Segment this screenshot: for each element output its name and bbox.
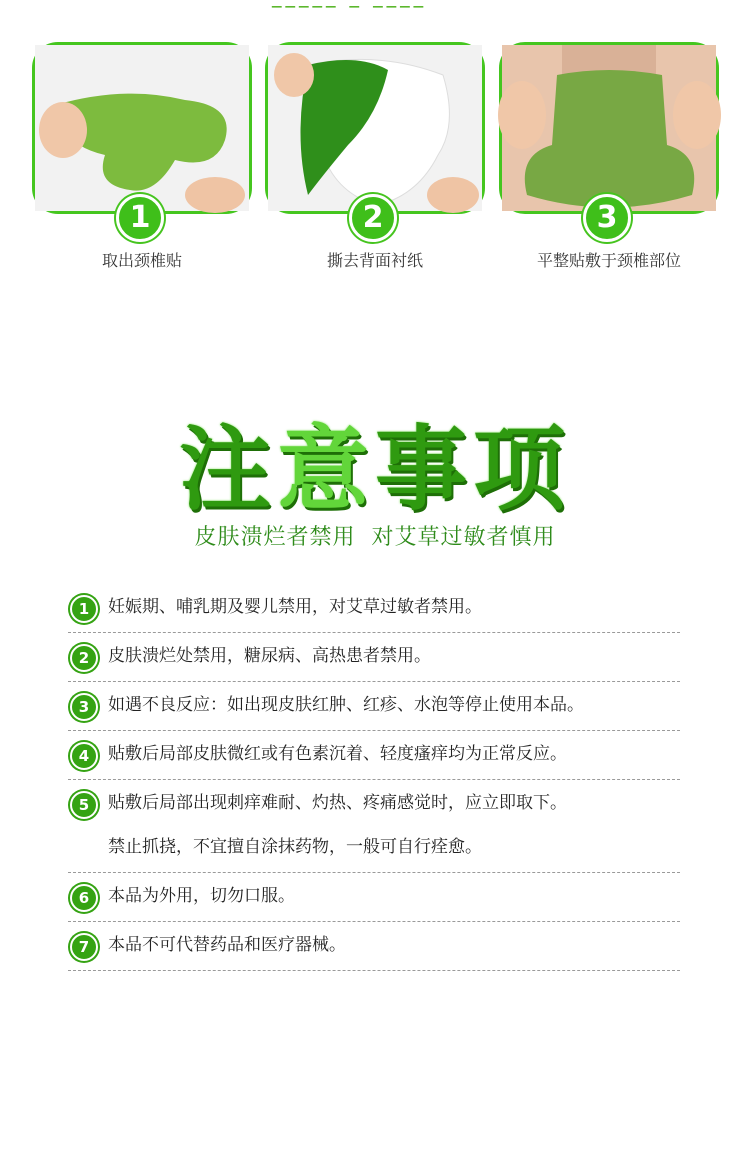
notice-item-text: 贴敷后局部皮肤微红或有色素沉着、轻度瘙痒均为正常反应。 — [108, 744, 567, 764]
notice-title-char-4: 项 — [473, 416, 572, 523]
step-1-photo — [32, 42, 252, 214]
notice-item-number: 7 — [70, 933, 98, 961]
step-3-number: 3 — [583, 194, 631, 242]
notice-item-number: 6 — [70, 884, 98, 912]
notice-item-text: 妊娠期、哺乳期及婴儿禁用，对艾草过敏者禁用。 — [108, 597, 482, 617]
step-1-label: 取出颈椎贴 — [101, 251, 182, 270]
notice-item-text: 贴敷后局部出现刺痒难耐、灼热、疼痛感觉时，应立即取下。 — [108, 793, 567, 813]
notice-item-text-line2: 禁止抓挠，不宜擅自涂抹药物，一般可自行痊愈。 — [108, 837, 482, 857]
notice-item-number: 1 — [70, 595, 98, 623]
step-2 — [265, 42, 485, 282]
notice-item — [68, 584, 680, 633]
step-2-label: 撕去背面衬纸 — [326, 251, 423, 270]
notice-item — [68, 731, 680, 780]
step-2-photo — [265, 42, 485, 214]
notice-item — [68, 873, 680, 922]
notice-subtitle: 皮肤溃烂者禁用 对艾草过敏者慎用 — [194, 525, 556, 550]
usage-steps — [0, 42, 750, 282]
notice-item-text: 皮肤溃烂处禁用，糖尿病、高热患者禁用。 — [108, 646, 431, 666]
notice-title — [0, 396, 750, 528]
notice-list — [68, 584, 680, 971]
notice-item-number: 4 — [70, 742, 98, 770]
step-1 — [32, 42, 252, 282]
notice-title-char-1: 注 — [178, 416, 277, 523]
notice-item-text: 本品不可代替药品和医疗器械。 — [108, 935, 346, 955]
notice-item — [68, 780, 680, 873]
notice-item — [68, 922, 680, 971]
step-3-label: 平整贴敷于颈椎部位 — [536, 251, 681, 270]
step-3 — [499, 42, 719, 282]
notice-title-char-2: 意 — [276, 416, 375, 523]
top-cut-heading — [0, 0, 750, 8]
notice-title-char-3: 事 — [375, 416, 474, 523]
notice-item — [68, 633, 680, 682]
step-2-number: 2 — [349, 194, 397, 242]
step-1-number: 1 — [116, 194, 164, 242]
notice-item-number: 3 — [70, 693, 98, 721]
notice-item-text: 如遇不良反应：如出现皮肤红肿、红疹、水泡等停止使用本品。 — [108, 695, 584, 715]
notice-item-number: 2 — [70, 644, 98, 672]
step-3-photo — [499, 42, 719, 214]
notice-item-number: 5 — [70, 791, 98, 819]
notice-item-text: 本品为外用，切勿口服。 — [108, 886, 295, 906]
notice-item — [68, 682, 680, 731]
